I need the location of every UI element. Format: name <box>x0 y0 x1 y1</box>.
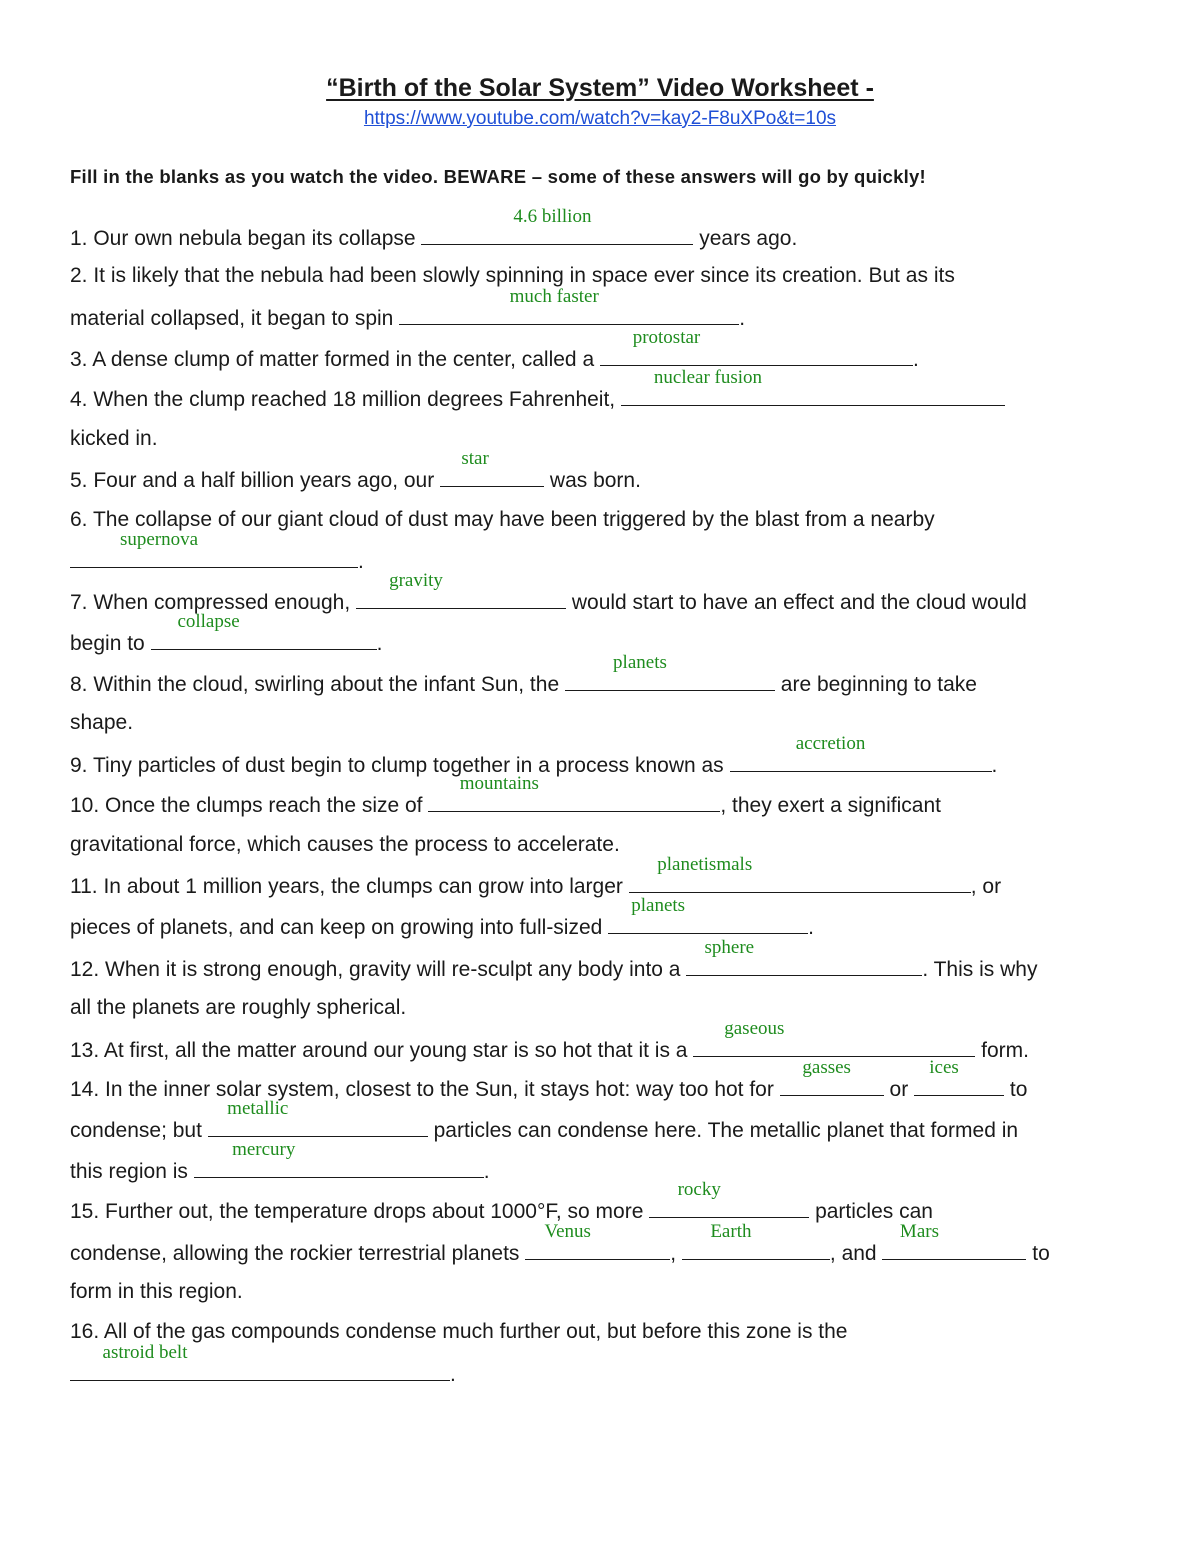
answer-text: 4.6 billion <box>513 206 592 227</box>
question-14-line-3: this region is mercury . <box>70 1157 490 1185</box>
instructions: Fill in the blanks as you watch the video. BEWARE – some of these answers will go by quickly! <box>70 166 926 187</box>
answer-text: supernova <box>119 529 199 550</box>
answer-text: accretion <box>795 733 866 754</box>
answer-text: collapse <box>177 611 240 632</box>
answer-blank[interactable] <box>208 1098 428 1137</box>
question-7-line-2: begin to collapse . <box>70 629 382 657</box>
answer-text: planets <box>613 652 667 673</box>
answer-text: gaseous <box>724 1018 785 1039</box>
answer-text: astroid belt <box>102 1342 188 1363</box>
answer-text: much faster <box>509 286 599 307</box>
question-16-line-1: 16. All of the gas compounds condense much further out, but before this zone is the <box>70 1320 848 1343</box>
question-9: 9. Tiny particles of dust begin to clump together in a process known as accretion . <box>70 733 998 777</box>
question-3: 3. A dense clump of matter formed in the center, called a protostar . <box>70 327 919 371</box>
answer-blank[interactable] <box>730 733 992 772</box>
page-title: “Birth of the Solar System” Video Worksheet - <box>326 74 874 102</box>
question-12-line-2: all the planets are roughly spherical. <box>70 996 407 1019</box>
question-11-line-2: pieces of planets, and can keep on growing into full-sized planets . <box>70 895 815 939</box>
answer-blank[interactable] <box>399 286 739 325</box>
answer-blank[interactable] <box>780 1057 884 1096</box>
answer-text: rocky <box>677 1179 721 1200</box>
question-6-line-2: supernova . <box>70 547 364 575</box>
answer-blank[interactable] <box>682 1221 830 1260</box>
question-10-line-1: 10. Once the clumps reach the size of mountains , they exert a significant <box>70 773 941 817</box>
answer-blank[interactable] <box>356 570 566 609</box>
answer-text: nuclear fusion <box>653 367 763 388</box>
answer-text: sphere <box>704 937 755 958</box>
answer-blank[interactable] <box>600 327 913 366</box>
answer-blank[interactable] <box>608 895 808 934</box>
question-14-line-2: condense; but metallic particles can condense here. The metallic planet that formed in <box>70 1098 1019 1142</box>
answer-blank[interactable] <box>565 652 775 691</box>
answer-text: metallic <box>227 1098 289 1119</box>
answer-blank[interactable] <box>621 367 1005 406</box>
question-15-line-2: condense, allowing the rockier terrestrial planets Venus , Earth , and Mars to <box>70 1221 1050 1265</box>
answer-blank[interactable] <box>914 1057 1004 1096</box>
answer-text: mercury <box>232 1139 296 1160</box>
answer-blank[interactable] <box>882 1221 1026 1260</box>
answer-blank[interactable] <box>649 1179 809 1218</box>
question-15-line-3: form in this region. <box>70 1280 243 1303</box>
question-6-line-1: 6. The collapse of our giant cloud of dust may have been triggered by the blast from a nearby <box>70 508 935 531</box>
video-link[interactable]: https://www.youtube.com/watch?v=kay2-F8uXPo&t=10s <box>363 108 837 129</box>
answer-text: gravity <box>389 570 443 591</box>
question-13: 13. At first, all the matter around our young star is so hot that it is a gaseous form. <box>70 1018 1029 1062</box>
question-14-line-1: 14. In the inner solar system, closest to the Sun, it stays hot: way too hot for gasses or ices to <box>70 1057 1028 1101</box>
question-5: 5. Four and a half billion years ago, our star was born. <box>70 448 641 492</box>
answer-text: ices <box>929 1057 959 1078</box>
answer-text: planets <box>631 895 686 916</box>
answer-text: mountains <box>459 773 539 794</box>
answer-blank[interactable] <box>693 1018 975 1057</box>
question-7-line-1: 7. When compressed enough, gravity would start to have an effect and the cloud would <box>70 570 1027 614</box>
question-4-line-1: 4. When the clump reached 18 million degrees Fahrenheit, nuclear fusion <box>70 385 1005 413</box>
answer-blank[interactable] <box>440 448 544 487</box>
answer-blank[interactable] <box>70 529 358 568</box>
question-10-line-2: gravitational force, which causes the process to accelerate. <box>70 833 620 856</box>
question-12-line-1: 12. When it is strong enough, gravity will re-sculpt any body into a sphere . This is why <box>70 937 1038 981</box>
question-8-line-2: shape. <box>70 711 134 734</box>
question-2-line-2: material collapsed, it began to spin much faster . <box>70 286 746 330</box>
question-2-line-1: 2. It is likely that the nebula had been slowly spinning in space ever since its creation. But as its <box>70 264 955 287</box>
answer-text: star <box>461 448 489 469</box>
question-16-line-2: astroid belt . <box>70 1360 456 1388</box>
question-4-line-2: kicked in. <box>70 427 158 450</box>
answer-blank[interactable] <box>686 937 922 976</box>
answer-blank[interactable] <box>421 206 693 245</box>
question-8-line-1: 8. Within the cloud, swirling about the infant Sun, the planets are beginning to take <box>70 652 977 696</box>
answer-text: protostar <box>632 327 701 348</box>
answer-text: Earth <box>710 1221 752 1242</box>
answer-text: gasses <box>802 1057 851 1078</box>
question-15-line-1: 15. Further out, the temperature drops about 1000°F, so more rocky particles can <box>70 1179 933 1223</box>
answer-text: Mars <box>899 1221 939 1242</box>
answer-blank[interactable] <box>70 1342 450 1381</box>
question-1: 1. Our own nebula began its collapse 4.6 billion years ago. <box>70 206 798 250</box>
answer-text: Venus <box>544 1221 591 1242</box>
answer-blank[interactable] <box>629 854 971 893</box>
question-11-line-1: 11. In about 1 million years, the clumps can grow into larger planetismals , or <box>70 854 1002 898</box>
answer-blank[interactable] <box>428 773 720 812</box>
answer-text: planetismals <box>657 854 753 875</box>
